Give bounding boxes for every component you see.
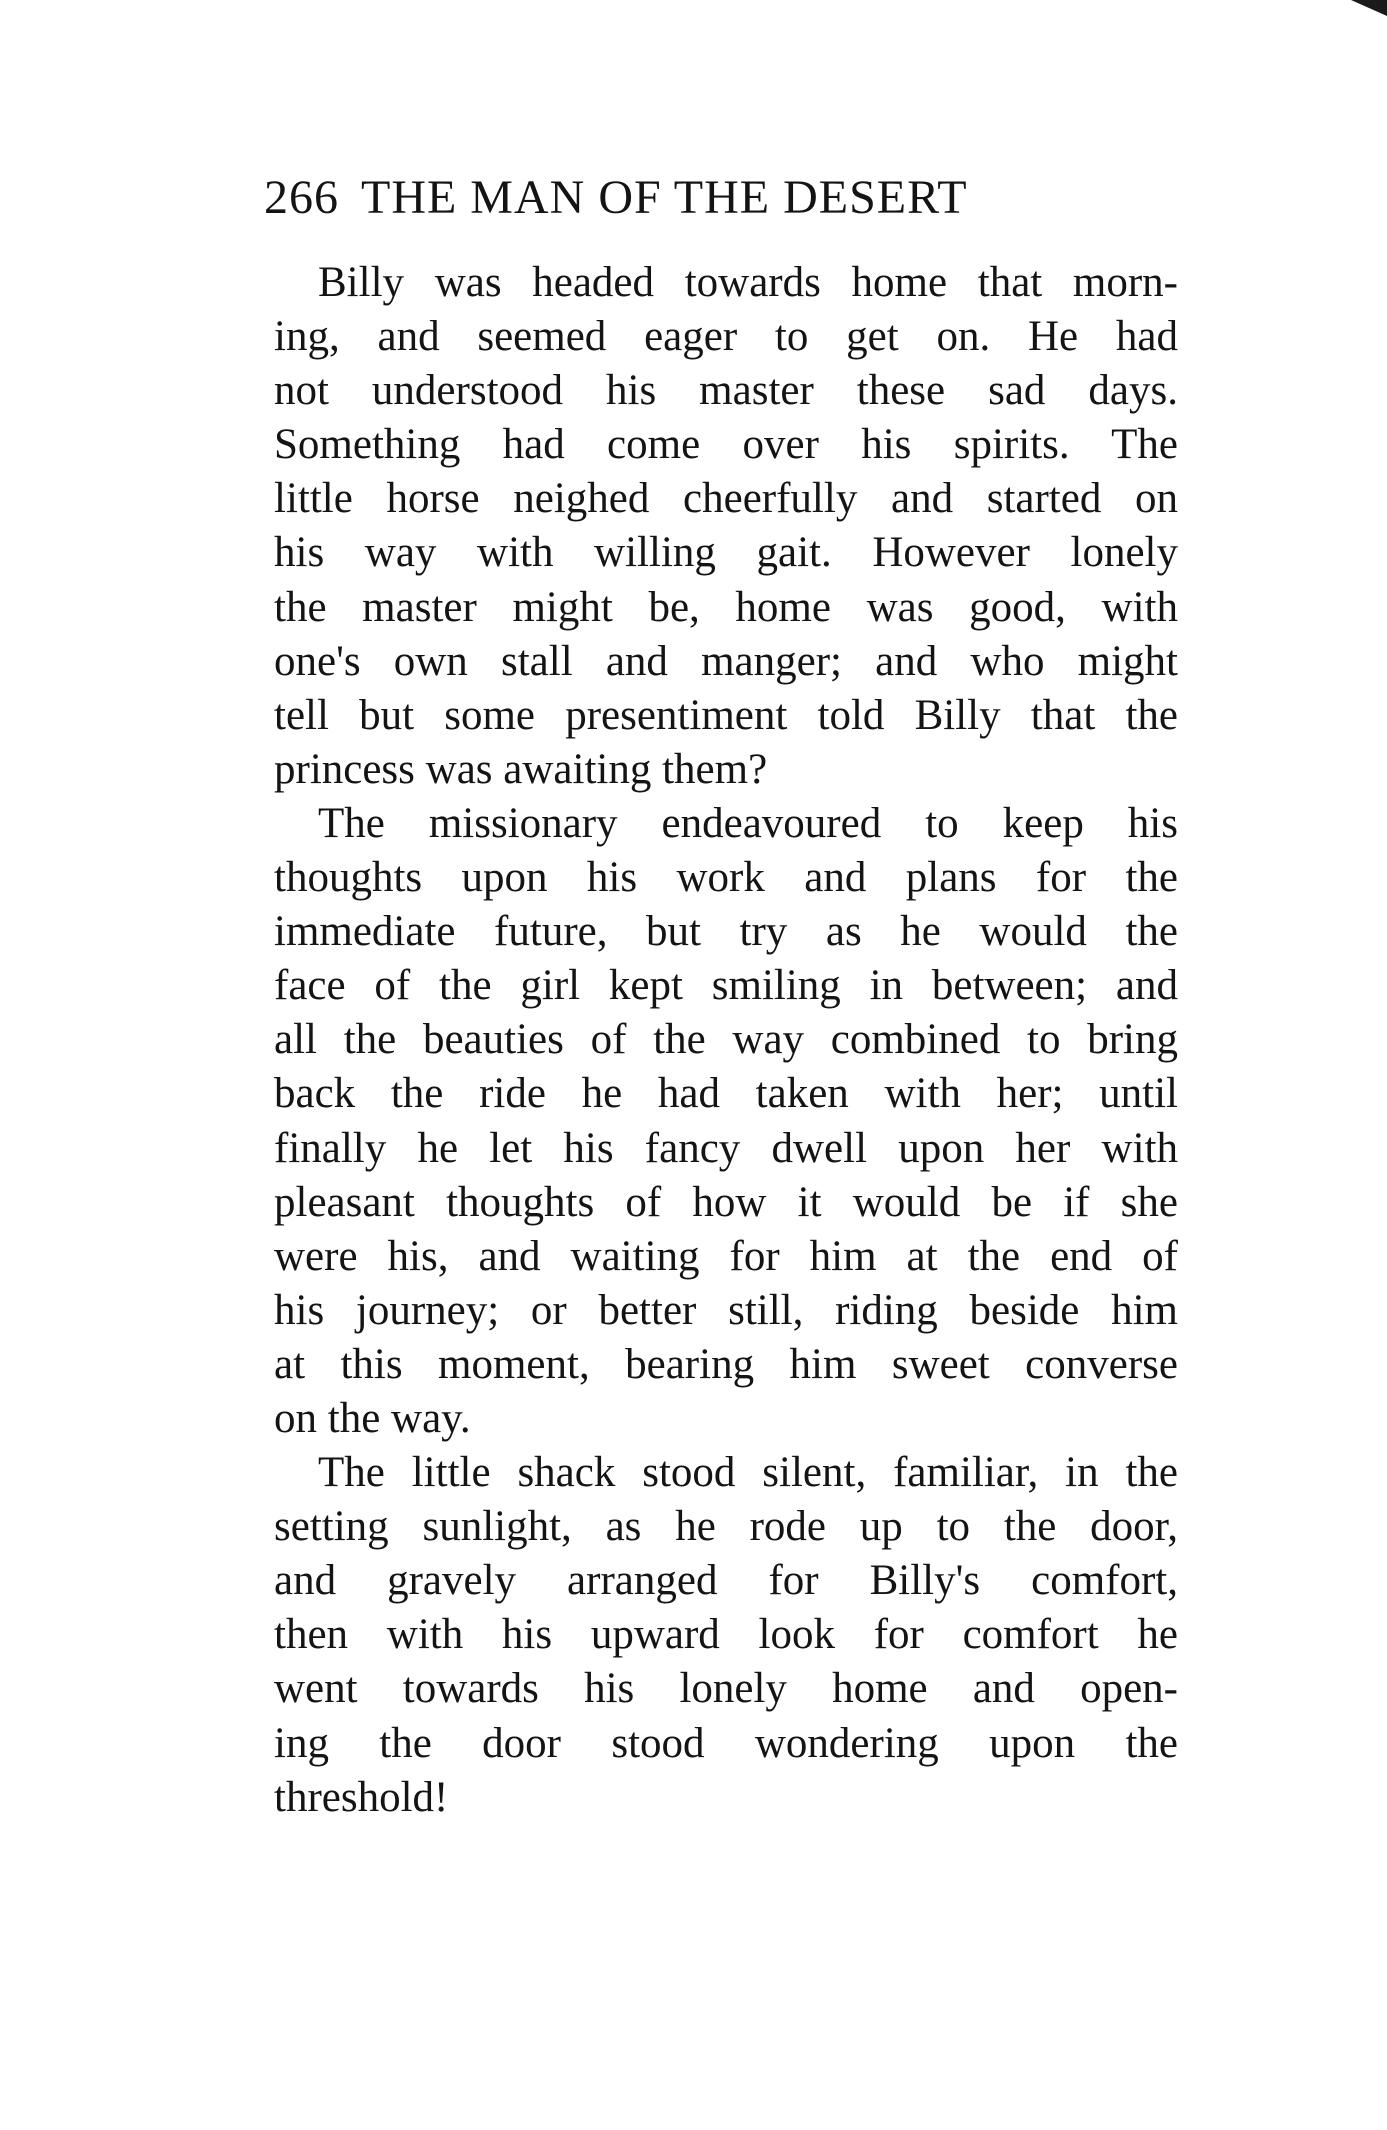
text-line: princess was awaiting them? [274, 745, 768, 793]
text-line: The missionary endeavoured to keep his [318, 799, 1178, 847]
text-line: little horse neighed cheerfully and started on [274, 475, 1178, 523]
text-line: on the way. [274, 1394, 471, 1442]
text-line: were his, and waiting for him at the end of [274, 1232, 1178, 1280]
text-line: immediate future, but try as he would the [274, 908, 1178, 956]
text-line: face of the girl kept smiling in between; and [274, 962, 1178, 1010]
page-number: 266 [264, 171, 339, 224]
text-line: thoughts upon his work and plans for the [274, 854, 1178, 902]
text-line: then with his upward look for comfort he [274, 1611, 1178, 1659]
paragraph-2 [274, 797, 1178, 1446]
paragraph-1 [274, 256, 1178, 797]
text-line: his way with willing gait. However lonely [274, 529, 1178, 577]
paragraph-3 [274, 1446, 1178, 1825]
text-line: ing the door stood wondering upon the [274, 1719, 1178, 1767]
text-line: not understood his master these sad days. [274, 367, 1178, 415]
text-line: and gravely arranged for Billy's comfort, [274, 1557, 1178, 1605]
running-title: THE MAN OF THE DESERT [361, 171, 968, 224]
text-line: finally he let his fancy dwell upon her with [274, 1124, 1178, 1172]
text-line: the master might be, home was good, with [274, 583, 1178, 631]
text-line: went towards his lonely home and open- [274, 1665, 1178, 1713]
text-line: setting sunlight, as he rode up to the door, [274, 1503, 1178, 1551]
text-line: all the beauties of the way combined to bring [274, 1016, 1178, 1064]
text-line: pleasant thoughts of how it would be if she [274, 1178, 1178, 1226]
text-line: back the ride he had taken with her; until [274, 1070, 1178, 1118]
text-line: one's own stall and manger; and who might [274, 637, 1178, 685]
text-line: Billy was headed towards home that morn- [318, 259, 1178, 306]
body-text [274, 256, 1178, 1825]
text-line: at this moment, bearing him sweet converse [274, 1340, 1178, 1388]
running-header [264, 168, 1164, 228]
text-line: Something had come over his spirits. The [274, 421, 1178, 469]
text-line: tell but some presentiment told Billy that the [274, 691, 1178, 739]
page-corner-mark [1351, 0, 1387, 16]
text-line: threshold! [274, 1773, 449, 1821]
text-line: his journey; or better still, riding beside him [274, 1286, 1178, 1334]
text-line: ing, and seemed eager to get on. He had [274, 313, 1178, 361]
text-line: The little shack stood silent, familiar, in the [318, 1449, 1178, 1497]
